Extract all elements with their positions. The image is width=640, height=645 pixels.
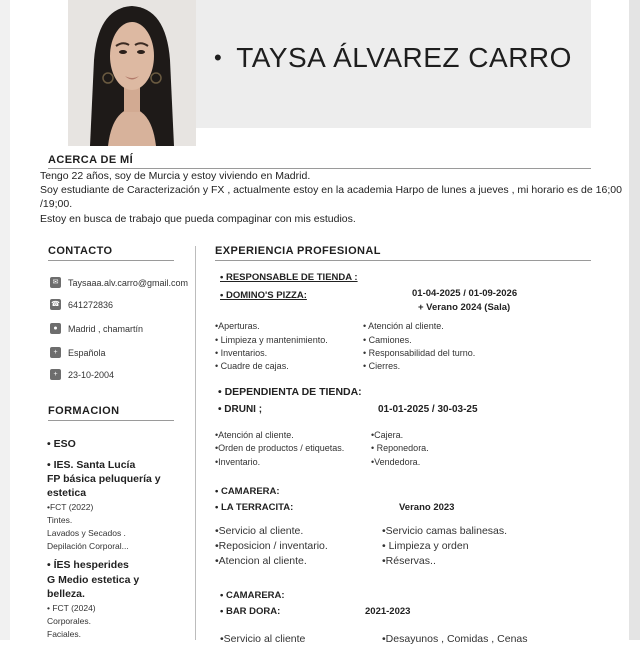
education-ies1-line1: • IES. Santa Lucía bbox=[47, 459, 136, 471]
job1-task-r1: • Atención al cliente. bbox=[363, 321, 444, 331]
experience-rule bbox=[215, 260, 591, 261]
job1-task-l1: •Aperturas. bbox=[215, 321, 260, 331]
job4-task-l1: •Servicio al cliente bbox=[220, 633, 306, 645]
job2-company: • DRUNI ; bbox=[218, 404, 263, 415]
mail-icon: ✉ bbox=[50, 277, 61, 288]
page-right-margin bbox=[629, 0, 640, 640]
education-ies2-detail1: Corporales. bbox=[47, 616, 91, 626]
education-eso: • ESO bbox=[47, 438, 76, 450]
job2-task-l1: •Atención al cliente. bbox=[215, 430, 294, 440]
about-title: ACERCA DE MÍ bbox=[48, 154, 134, 166]
about-line-3: /19;00. bbox=[40, 198, 73, 210]
job1-dates: 01-04-2025 / 01-09-2026 bbox=[412, 288, 518, 299]
job2-dates: 01-01-2025 / 30-03-25 bbox=[378, 404, 478, 415]
job2-task-r2: • Reponedora. bbox=[371, 443, 429, 453]
education-ies2-line1: • ÍES hesperides bbox=[47, 559, 129, 571]
job3-company: • LA TERRACITA: bbox=[215, 502, 294, 513]
job1-task-l2: • Limpieza y mantenimiento. bbox=[215, 335, 328, 345]
education-ies1-detail3: Depilación Corporal... bbox=[47, 541, 129, 551]
job3-task-r1: •Servicio camas balinesas. bbox=[382, 525, 508, 537]
name-text: TAYSA ÁLVAREZ CARRO bbox=[236, 42, 572, 73]
contact-email[interactable]: Taysaaa.alv.carro@gmail.com bbox=[68, 278, 189, 288]
contact-location: Madrid , chamartín bbox=[68, 324, 144, 334]
page-left-margin bbox=[0, 0, 10, 640]
job1-task-l3: • Inventarios. bbox=[215, 348, 268, 358]
job3-task-r2: • Limpieza y orden bbox=[382, 540, 469, 552]
job1-task-l4: • Cuadre de cajas. bbox=[215, 361, 289, 371]
about-line-2: Soy estudiante de Caracterización y FX , actualmente estoy en la academia Harpo de lunes a jueves , mi horario es de 16;00 bbox=[40, 184, 622, 196]
contact-phone[interactable]: 641272836 bbox=[68, 300, 114, 310]
job1-task-r3: • Responsabilidad del turno. bbox=[363, 348, 476, 358]
name-bullet: • bbox=[214, 45, 223, 70]
job1-task-r4: • Cierres. bbox=[363, 361, 401, 371]
contact-rule bbox=[48, 260, 174, 261]
contact-nationality: Española bbox=[68, 348, 106, 358]
job4-company: • BAR DORA: bbox=[220, 606, 281, 617]
profile-photo bbox=[68, 0, 196, 146]
job2-role: • DEPENDIENTA DE TIENDA: bbox=[218, 386, 362, 398]
formation-rule bbox=[48, 420, 174, 421]
education-ies1-line2: FP básica peluquería y bbox=[47, 473, 161, 485]
job1-task-r2: • Camiones. bbox=[363, 335, 412, 345]
job2-task-r3: •Vendedora. bbox=[371, 457, 421, 467]
education-ies2-line2: G Medio estetica y bbox=[47, 574, 140, 586]
job4-task-r1: •Desayunos , Comidas , Cenas bbox=[382, 633, 528, 645]
phone-icon: ☎ bbox=[51, 301, 60, 308]
flag-icon: + bbox=[50, 347, 61, 358]
job4-dates: 2021-2023 bbox=[365, 606, 411, 617]
experience-title: EXPERIENCIA PROFESIONAL bbox=[215, 245, 381, 257]
job2-task-l2: •Orden de productos / etiquetas. bbox=[215, 443, 345, 453]
portrait-image bbox=[68, 0, 196, 146]
job1-role: • RESPONSABLE DE TIENDA : bbox=[220, 272, 358, 283]
education-ies2-fct: • FCT (2024) bbox=[47, 603, 96, 613]
education-ies2-detail2: Faciales. bbox=[47, 629, 82, 639]
job4-role: • CAMARERA: bbox=[220, 590, 285, 601]
education-ies1-fct: •FCT (2022) bbox=[47, 502, 94, 512]
job3-role: • CAMARERA: bbox=[215, 486, 280, 497]
job2-task-r1: •Cajera. bbox=[371, 430, 404, 440]
full-name bbox=[214, 42, 572, 74]
job1-extra: + Verano 2024 (Sala) bbox=[418, 302, 511, 313]
calendar-icon: + bbox=[50, 369, 61, 380]
education-ies2-line3: belleza. bbox=[47, 588, 85, 600]
contact-birthdate: 23-10-2004 bbox=[68, 370, 115, 380]
job3-task-l1: •Servicio al cliente. bbox=[215, 525, 304, 537]
location-pin-icon: ● bbox=[50, 323, 61, 334]
job2-task-l3: •Inventario. bbox=[215, 457, 261, 467]
job3-dates: Verano 2023 bbox=[399, 502, 455, 513]
job3-task-l3: •Atencion al cliente. bbox=[215, 555, 307, 567]
about-line-4: Estoy en busca de trabajo que pueda compaginar con mis estudios. bbox=[40, 213, 356, 225]
contact-title: CONTACTO bbox=[48, 245, 113, 257]
job3-task-l2: •Reposicion / inventario. bbox=[215, 540, 328, 552]
formation-title: FORMACION bbox=[48, 405, 120, 417]
column-divider bbox=[195, 246, 196, 640]
about-line-1: Tengo 22 años, soy de Murcia y estoy viviendo en Madrid. bbox=[40, 170, 311, 182]
education-ies1-line3: estetica bbox=[47, 487, 87, 499]
education-ies1-detail2: Lavados y Secados . bbox=[47, 528, 126, 538]
job3-task-r3: •Réservas.. bbox=[382, 555, 436, 567]
job1-company: • DOMINO'S PIZZA: bbox=[220, 290, 307, 301]
education-ies1-detail1: Tintes. bbox=[47, 515, 73, 525]
